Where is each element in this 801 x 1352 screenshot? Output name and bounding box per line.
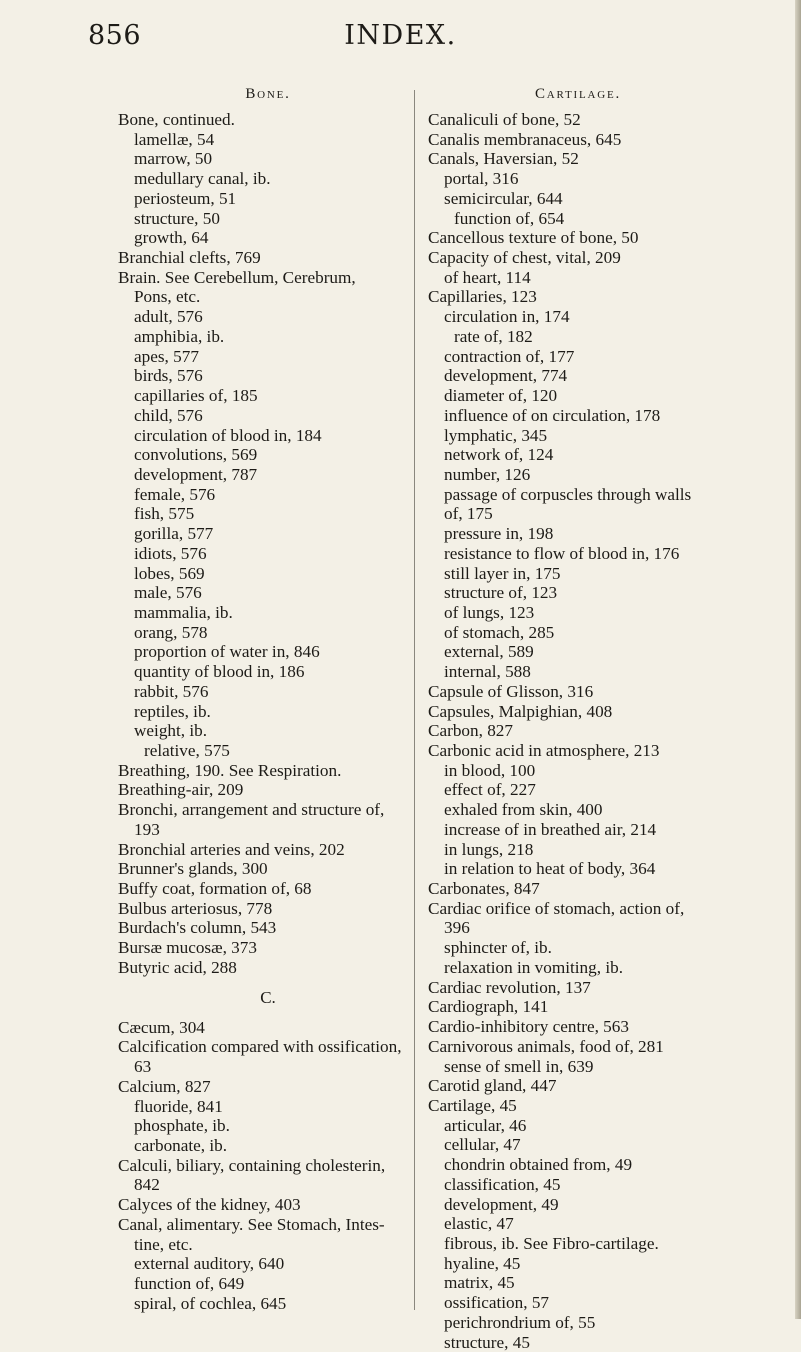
index-entry: apes, 577 [134, 346, 199, 366]
index-entry: female, 576 [134, 484, 216, 504]
index-entry: sphincter of, ib. [444, 938, 552, 958]
index-entry: convolutions, 569 [134, 445, 258, 465]
index-entry: ossification, 57 [444, 1293, 550, 1313]
index-entry: Carnivorous animals, food of, 281 [428, 1036, 664, 1056]
index-entry: 63 [134, 1057, 152, 1077]
index-entry: circulation in, 174 [444, 307, 570, 327]
index-entry: growth, 64 [134, 228, 209, 248]
index-entry: in blood, 100 [444, 760, 536, 780]
index-entry: classification, 45 [444, 1174, 561, 1194]
index-entry: carbonate, ib. [134, 1135, 228, 1155]
running-head: INDEX. [344, 20, 457, 51]
index-entry: Capsule of Glisson, 316 [428, 681, 594, 701]
index-entry: of stomach, 285 [444, 622, 555, 642]
left-column-heading: Bone. [245, 86, 291, 102]
index-entry: idiots, 576 [134, 543, 207, 563]
index-entry: gorilla, 577 [134, 524, 214, 544]
index-entry: orang, 578 [134, 622, 208, 642]
index-entry: Brunner's glands, 300 [118, 859, 268, 879]
index-entry: Breathing, 190. See Respiration. [118, 760, 342, 780]
index-entry: effect of, 227 [444, 780, 536, 800]
index-entry: Cartilage, 45 [428, 1095, 517, 1115]
index-entry: Canals, Haversian, 52 [428, 149, 579, 169]
index-entry: resistance to flow of blood in, 176 [444, 543, 680, 563]
index-entry: Cardio-inhibitory centre, 563 [428, 1017, 629, 1037]
index-entry: structure, 45 [444, 1332, 530, 1352]
index-entry: Bronchi, arrangement and structure of, [118, 800, 385, 820]
index-entry: diameter of, 120 [444, 386, 558, 406]
index-entry: passage of corpuscles through walls [444, 484, 692, 504]
index-entry: internal, 588 [444, 662, 531, 682]
index-entry: capillaries of, 185 [134, 386, 258, 406]
column-divider [414, 90, 415, 1310]
index-entry: pressure in, 198 [444, 524, 554, 544]
index-entry: matrix, 45 [444, 1273, 515, 1293]
index-entry: reptiles, ib. [134, 701, 211, 721]
index-entry: male, 576 [134, 583, 202, 603]
index-entry: sense of smell in, 639 [444, 1056, 594, 1076]
index-entry: Brain. See Cerebellum, Cerebrum, [118, 267, 356, 287]
index-entry: Canalis membranaceus, 645 [428, 129, 622, 149]
index-entry: perichrondrium of, 55 [444, 1312, 596, 1332]
page-number: 856 [88, 20, 142, 51]
index-entry: Capillaries, 123 [428, 287, 537, 307]
index-entry: exhaled from skin, 400 [444, 800, 603, 820]
index-entry: in relation to heat of body, 364 [444, 859, 656, 879]
index-entry: fluoride, 841 [134, 1096, 223, 1116]
index-entry: of, 175 [444, 504, 493, 524]
right-entries [428, 110, 768, 1352]
index-entry: Cæcum, 304 [118, 1017, 205, 1037]
index-entry: development, 49 [444, 1194, 559, 1214]
index-entry: circulation of blood in, 184 [134, 425, 322, 445]
index-entry: rate of, 182 [454, 326, 533, 346]
index-entry: cellular, 47 [444, 1135, 521, 1155]
index-entry: Calyces of the kidney, 403 [118, 1195, 301, 1215]
index-entry: development, 774 [444, 366, 568, 386]
index-entry: 193 [134, 819, 160, 839]
index-entry: function of, 654 [454, 208, 565, 228]
index-entry: Carotid gland, 447 [428, 1076, 557, 1096]
index-entry: relaxation in vomiting, ib. [444, 957, 624, 977]
index-entry: medullary canal, ib. [134, 169, 271, 189]
index-entry: tine, etc. [134, 1234, 193, 1254]
index-entry: Capacity of chest, vital, 209 [428, 248, 621, 268]
section-letter: C. [260, 987, 276, 1007]
index-entry: lobes, 569 [134, 563, 205, 583]
index-entry: fibrous, ib. See Fibro-cartilage. [444, 1233, 659, 1253]
index-entry: Breathing-air, 209 [118, 780, 244, 800]
index-entry: of lungs, 123 [444, 602, 535, 622]
index-entry: structure, 50 [134, 208, 220, 228]
index-entry: Bone, continued. [118, 110, 235, 129]
index-entry: structure of, 123 [444, 583, 558, 603]
index-entry: Branchial clefts, 769 [118, 248, 261, 268]
index-entry: amphibia, ib. [134, 326, 225, 346]
index-entry: Canal, alimentary. See Stomach, Intes- [118, 1214, 385, 1234]
index-entry: external, 589 [444, 642, 534, 662]
index-entry: phosphate, ib. [134, 1116, 230, 1136]
index-entry: 396 [444, 918, 470, 938]
index-entry: number, 126 [444, 464, 531, 484]
index-entry: in lungs, 218 [444, 839, 534, 859]
index-entry: weight, ib. [134, 721, 208, 741]
index-entry: articular, 46 [444, 1115, 527, 1135]
index-entry: Carbonic acid in atmosphere, 213 [428, 741, 660, 760]
index-entry: Burdach's column, 543 [118, 918, 277, 938]
index-entry: Canaliculi of bone, 52 [428, 110, 581, 129]
index-entry: Bronchial arteries and veins, 202 [118, 839, 345, 859]
index-entry: Bursæ mucosæ, 373 [118, 938, 257, 958]
index-entry: proportion of water in, 846 [134, 642, 320, 662]
index-entry: periosteum, 51 [134, 188, 237, 208]
index-entry: Carbonates, 847 [428, 879, 540, 899]
index-entry: portal, 316 [444, 169, 519, 189]
index-entry: marrow, 50 [134, 149, 213, 169]
index-entry: lymphatic, 345 [444, 425, 548, 445]
index-entry: Calcium, 827 [118, 1076, 211, 1096]
index-entry: mammalia, ib. [134, 602, 233, 622]
index-entry: Pons, etc. [134, 287, 201, 307]
index-entry: external auditory, 640 [134, 1254, 285, 1274]
index-entry: Capsules, Malpighian, 408 [428, 701, 613, 721]
index-entry: Cancellous texture of bone, 50 [428, 228, 639, 248]
index-entry: quantity of blood in, 186 [134, 662, 305, 682]
index-entry: Carbon, 827 [428, 721, 513, 741]
index-entry: semicircular, 644 [444, 188, 563, 208]
index-entry: network of, 124 [444, 445, 554, 465]
index-entry: rabbit, 576 [134, 681, 209, 701]
page-edge-shadow [795, 0, 801, 1319]
index-entry: function of, 649 [134, 1273, 245, 1293]
right-column-heading: Cartilage. [534, 86, 622, 102]
index-entry: chondrin obtained from, 49 [444, 1155, 633, 1175]
index-entry: 842 [134, 1175, 160, 1195]
index-entry: birds, 576 [134, 366, 203, 386]
index-entry: still layer in, 175 [444, 563, 561, 583]
index-entry: Butyric acid, 288 [118, 957, 237, 977]
index-entry: Bulbus arteriosus, 778 [118, 898, 273, 918]
index-entry: Cardiograph, 141 [428, 997, 549, 1017]
index-entry: child, 576 [134, 405, 203, 425]
index-entry: hyaline, 45 [444, 1253, 521, 1273]
index-entry: adult, 576 [134, 307, 203, 327]
index-entry: contraction of, 177 [444, 346, 575, 366]
index-entry: development, 787 [134, 464, 258, 484]
index-entry: relative, 575 [144, 741, 230, 760]
index-entry: spiral, of cochlea, 645 [134, 1293, 287, 1313]
index-entry: Calcification compared with ossification, [118, 1037, 402, 1057]
index-entry: elastic, 47 [444, 1214, 514, 1234]
index-entry: Calculi, biliary, containing cholesterin, [118, 1155, 386, 1175]
index-entry: increase of in breathed air, 214 [444, 819, 657, 839]
index-entry: influence of on circulation, 178 [444, 405, 661, 425]
index-entry: fish, 575 [134, 504, 195, 524]
index-entry: Cardiac orifice of stomach, action of, [428, 898, 685, 918]
index-entry: Cardiac revolution, 137 [428, 977, 591, 997]
index-entry: Buffy coat, formation of, 68 [118, 879, 312, 899]
right-column [428, 86, 768, 1352]
index-entry: of heart, 114 [444, 267, 531, 287]
index-entry: lamellæ, 54 [134, 129, 215, 149]
